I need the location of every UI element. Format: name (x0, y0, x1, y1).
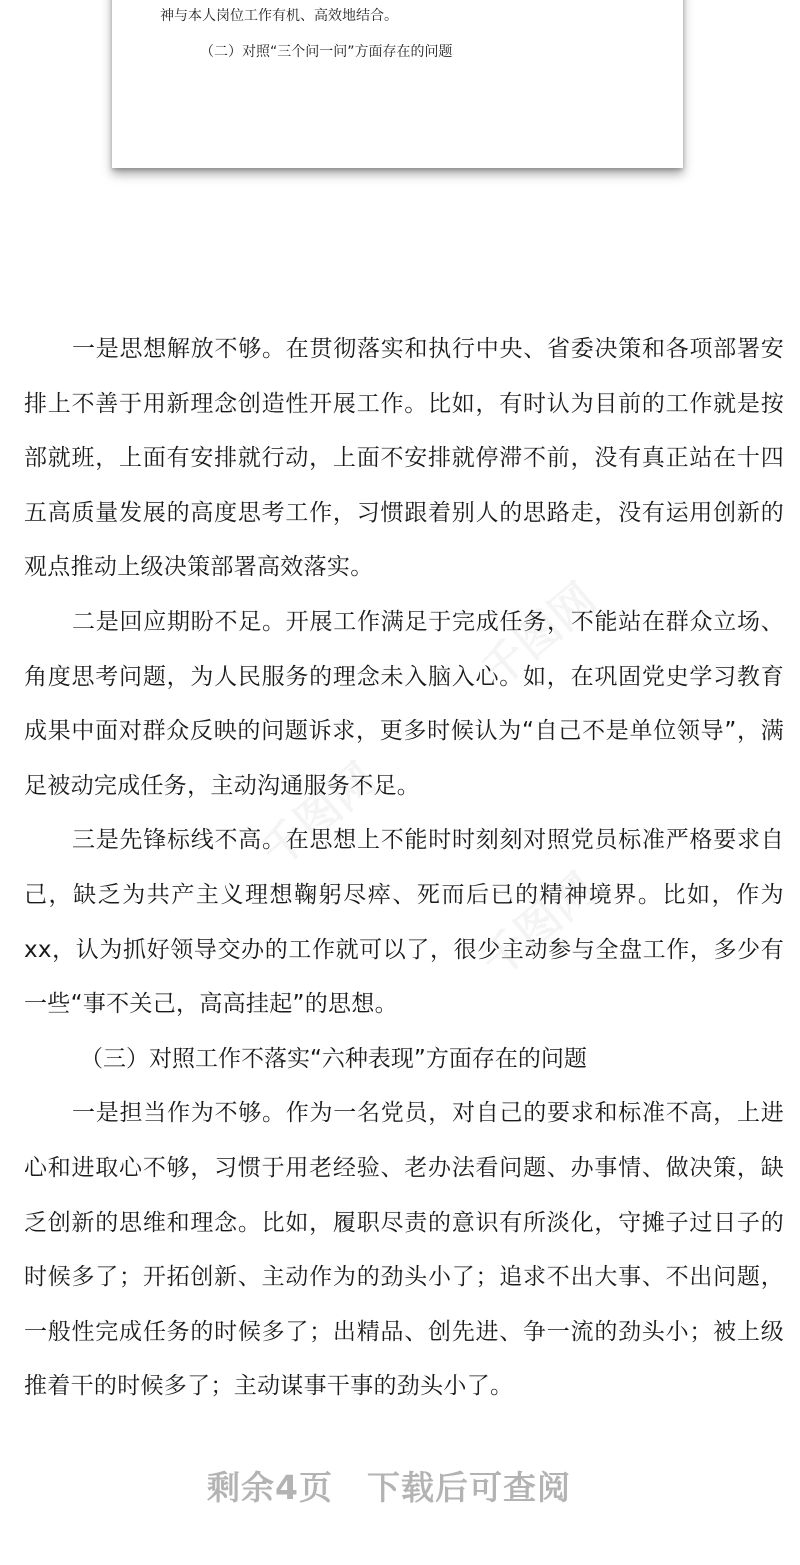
paragraph-thought-liberation: 一是思想解放不够。在贯彻落实和执行中央、省委决策和各项部署安排上不善于用新理念创造性开展工作。比如，有时认为目前的工作就是按部就班，上面有安排就行动，上面不安排就停滞不前，没有真正站在十四五高质量发展的高度思考工作，习惯跟着别人的思路走，没有运用创新的观点推动上级决策部署高效落实。 (24, 336, 784, 581)
document-body (24, 322, 784, 1414)
download-hint-label: 下载后可查阅 (366, 1468, 571, 1507)
paragraph-pioneer-standard: 三是先锋标线不高。在思想上不能时时刻刻对照党员标准严格要求自己，缺乏为共产主义理想鞠躬尽瘁、死而后已的精神境界。比如，作为 xx，认为抓好领导交办的工作就可以了，很少主动参与全盘工作，多少有一些“事不关己，高高挂起”的思想。 (24, 827, 784, 1018)
section-heading-three: （三）对照工作不落实“六种表现”方面存在的问题 (80, 1045, 587, 1072)
paragraph-responsibility: 一是担当作为不够。作为一名党员，对自己的要求和标准不高，上进心和进取心不够，习惯于用老经验、老办法看问题、办事情、做决策，缺乏创新的思维和理念。比如，履职尽责的意识有所淡化，守摊子过日子的时候多了；开拓创新、主动作为的劲头小了；追求不出大事、不出问题，一般性完成任务的时候多了；出精品、创先进、争一流的劲头小；被上级推着干的时候多了；主动谋事干事的劲头小了。 (24, 1100, 784, 1400)
previous-page-preview (112, 0, 683, 168)
preview-section-heading: （二）对照“三个问一问”方面存在的问题 (200, 44, 453, 60)
preview-text-line: 神与本人岗位工作有机、高效地结合。 (160, 8, 398, 24)
paragraph-response-expectation: 二是回应期盼不足。开展工作满足于完成任务，不能站在群众立场、角度思考问题，为人民服务的理念未入脑入心。如，在巩固党史学习教育成果中面对群众反映的问题诉求，更多时候认为“自己不是单位领导”，满足被动完成任务，主动沟通服务不足。 (24, 608, 784, 799)
download-prompt[interactable] (0, 1462, 778, 1509)
remaining-pages-label: 剩余4页 (207, 1468, 333, 1507)
